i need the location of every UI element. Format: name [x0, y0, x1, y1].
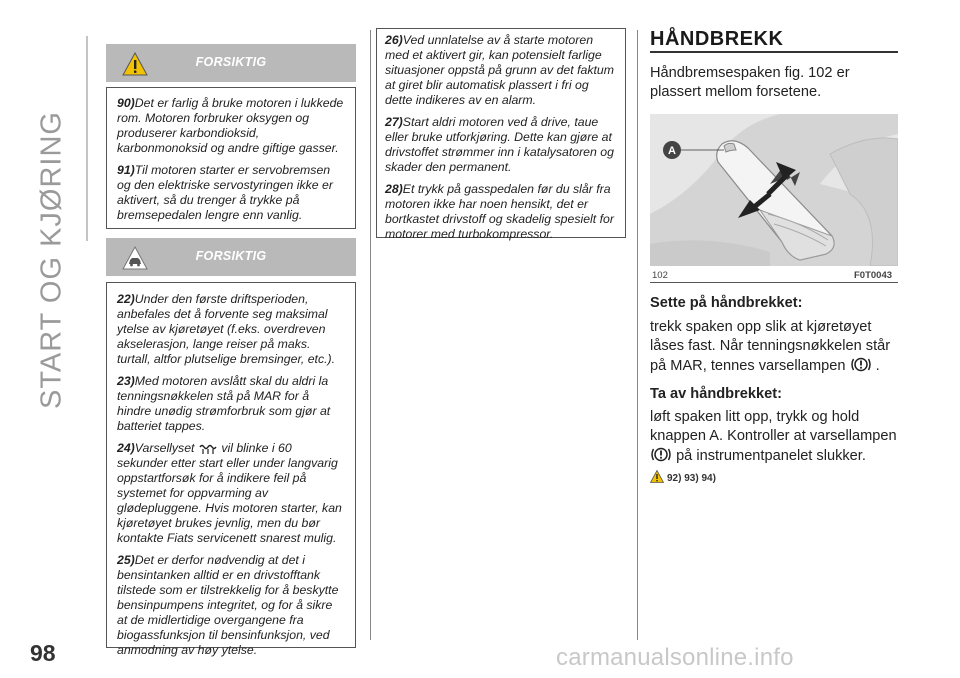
figure-code: F0T0043 — [854, 270, 893, 281]
note-28: 28)Et trykk på gasspedalen før du slår fra motoren ikke har noen hensikt, det er bortkastet drivstoff og skadelig spesielt for motorer med turbokompressor. — [385, 182, 614, 241]
figure-callout-a: A — [668, 145, 676, 157]
note-24: 24)Varsellyset vil blinke i 60 sekunder etter start eller under langvarig oppstartforsøk for å indikere feil på systemet for oppvarming av glødepluggene. Hvis motoren starter, kan kjøretøyet brukes jevnlig, men du bør kontakte Fiats servicenett snarest mulig. — [117, 441, 342, 545]
section-intro: Håndbremsespaken fig. 102 er plassert mellom forsetene. — [650, 65, 850, 100]
caution-box-1 — [106, 87, 356, 229]
caution-box-2 — [106, 282, 356, 657]
column-divider-2 — [637, 30, 638, 640]
page-number: 98 — [30, 640, 56, 666]
section-rule — [650, 51, 898, 53]
note-23: 23)Med motoren avslått skal du aldri la tenningsnøkkelen stå på MAR for å hindre unødig strømforbruk som gjør at batteriet tappes. — [117, 374, 331, 433]
caution-header-1 — [106, 44, 356, 82]
release-heading: Ta av håndbrekket: — [650, 386, 782, 402]
handbrake-figure — [650, 114, 898, 266]
warning-references: 92) 93) 94) — [650, 470, 716, 484]
note-90: 90)Det er farlig å bruke motoren i lukkede rom. Motoren forbruker oksygen og produserer karbondioksid, karbonmonoksid og andre giftige gasser. — [117, 96, 344, 155]
apply-heading: Sette på håndbrekket: — [650, 295, 803, 311]
section-title: HÅNDBREKK — [650, 28, 784, 50]
chapter-title: START OG KJØRING — [35, 111, 68, 409]
glow-plug-icon — [198, 443, 218, 455]
caution-header-label: FORSIKTIG — [195, 249, 267, 263]
caution-box-3 — [376, 28, 626, 241]
figure-rule — [650, 282, 898, 283]
warning-triangle-icon — [650, 470, 664, 483]
note-25: 25)Det er derfor nødvendig at det i bensintanken alltid er en drivstofftank tilstede som er tilstrekkelig for å beskytte bensinpumpens integritet, og for å sikre at de midlertidige overgangene fra biogassfunksjon til bensinfunksjon, ved anmodning av høy ytelse. — [117, 553, 339, 657]
release-text: løft spaken litt opp, trykk og hold knappen A. Kontroller at varsellampen på instrumentpanelet slukker. — [650, 409, 897, 464]
chapter-rule — [86, 36, 88, 241]
brake-warning-icon — [650, 446, 672, 463]
caution-header-label: FORSIKTIG — [195, 55, 267, 69]
brake-warning-icon — [850, 356, 872, 373]
note-22: 22)Under den første driftsperioden, anbefales det å forvente seg maksimal ytelse av kjøretøyet (f.eks. overdreven akselerasjon, lange reiser på maks. turtall, altfor plutselige bremsinger, etc.). — [117, 292, 336, 366]
note-91: 91)Til motoren starter er servobremsen og den elektriske servostyringen ikke er aktivert, så du trenger å trykke på bremsepedalen lengre enn vanlig. — [117, 163, 333, 222]
watermark: carmanualsonline.info — [556, 644, 794, 671]
column-divider-1 — [370, 30, 371, 640]
note-27: 27)Start aldri motoren ved å drive, taue eller bruke utforkjøring. Dette kan gjøre at drivstoffet strømmer inn i katalysatoren og skader den permanent. — [385, 115, 614, 174]
note-26: 26)Ved unnlatelse av å starte motoren med et aktivert gir, kan potensielt farlige situasjoner oppstå på grunn av det faktum at giret blir automatisk plassert i fri og dette indikeres av en alarm. — [385, 33, 614, 107]
caution-header-2 — [106, 238, 356, 276]
handbrake-illustration — [650, 114, 898, 266]
apply-text: trekk spaken opp slik at kjøretøyet låses fast. Når tenningsnøkkelen står på MAR, tennes varsellampen . — [650, 319, 891, 374]
figure-number: 102 — [652, 270, 668, 281]
